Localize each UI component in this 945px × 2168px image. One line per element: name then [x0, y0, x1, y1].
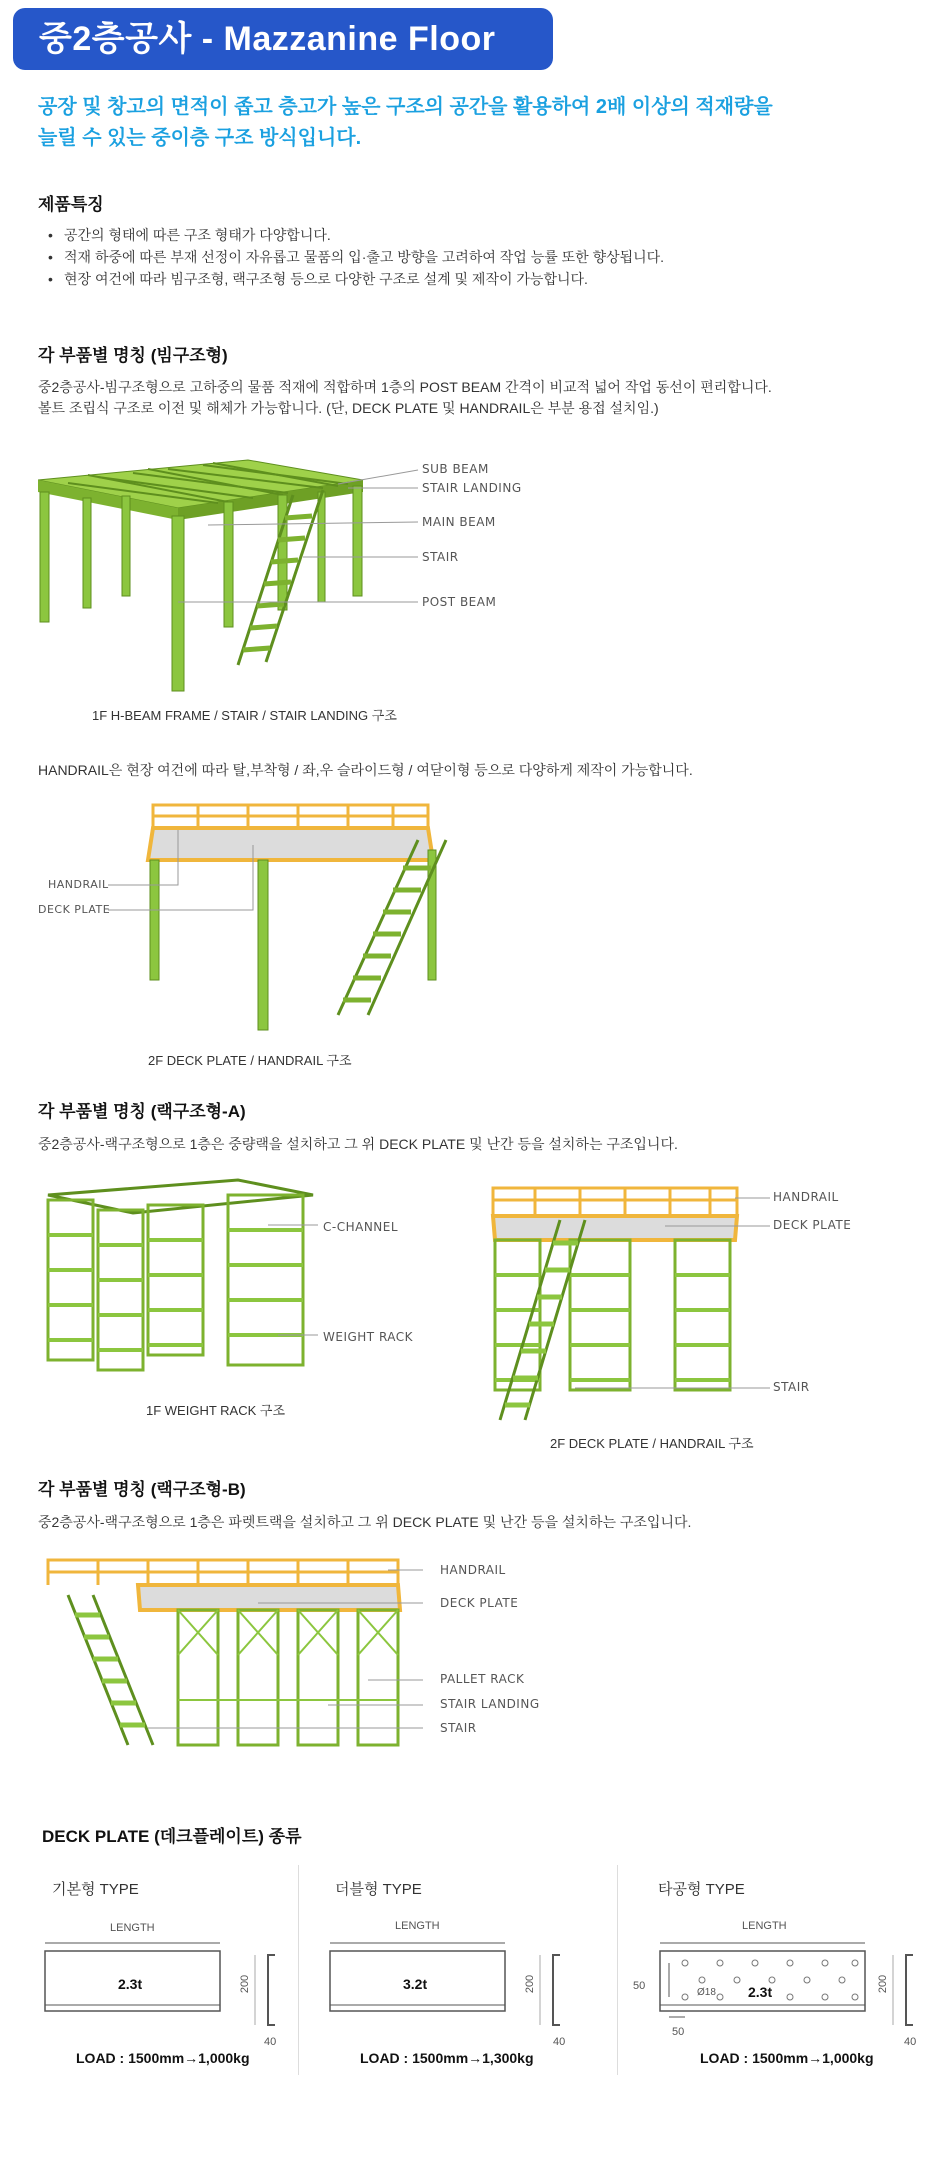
height-value: 200 [877, 1974, 890, 1994]
label-handrail-rack-a: HANDRAIL [773, 1190, 839, 1204]
label-c-channel: C-CHANNEL [323, 1220, 399, 1234]
deck-type-basic-diagram [40, 1925, 290, 2035]
flange-value: 40 [264, 2036, 277, 2048]
deck-handrail-illustration [38, 800, 458, 1040]
features-list [44, 224, 904, 290]
length-label: LENGTH [395, 1920, 440, 1932]
lead-text [38, 92, 898, 154]
length-label: LENGTH [110, 1922, 155, 1934]
load-value: LOAD : 1500mm→1,300kg [360, 2050, 534, 2066]
label-stair: STAIR [422, 550, 459, 564]
pitch-horizontal-value: 50 [672, 2026, 685, 2038]
label-main-beam: MAIN BEAM [422, 515, 496, 529]
rack-b-desc: 중2층공사-랙구조형으로 1층은 파렛트랙을 설치하고 그 위 DECK PLATE 및 난간 등을 설치하는 구조입니다. [38, 1514, 692, 1530]
beam-desc-line-2: 볼트 조립식 구조로 이전 및 해체가 가능합니다. (단, DECK PLATE 및 HANDRAIL은 부분 용접 설치임.) [38, 400, 659, 416]
rack-a-caption-left: 1F WEIGHT RACK 구조 [146, 1403, 285, 1418]
load-value: LOAD : 1500mm→1,000kg [700, 2050, 874, 2066]
deck-type-double-label: 더블형 TYPE [335, 1881, 422, 1898]
deck-plate-heading: DECK PLATE (데크플레이트) 종류 [42, 1827, 302, 1846]
rack-a-desc: 중2층공사-랙구조형으로 1층은 중량랙을 설치하고 그 위 DECK PLATE 및 난간 등을 설치하는 구조입니다. [38, 1136, 678, 1152]
beam-section-heading: 각 부품별 명칭 (빔구조형) [38, 346, 228, 365]
rack-b-illustration [38, 1555, 458, 1755]
rack-a-deck-illustration [485, 1180, 785, 1430]
beam-desc-line-1: 중2층공사-빔구조형으로 고하중의 물품 적재에 적합하며 1층의 POST BEAM 간격이 비교적 넓어 작업 동선이 편리합니다. [38, 379, 772, 395]
handrail-desc: HANDRAIL은 현장 여건에 따라 탈,부착형 / 좌,우 슬라이드형 / 여닫이형 등으로 다양하게 제작이 가능합니다. [38, 762, 693, 778]
feature-item: • 공간의 형태에 따른 구조 형태가 다양합니다. [44, 224, 904, 246]
label-deck-plate-rack-a: DECK PLATE [773, 1218, 852, 1232]
pitch-vertical-value: 50 [633, 1980, 646, 1992]
divider [617, 1865, 618, 2075]
beam-caption-2: 2F DECK PLATE / HANDRAIL 구조 [148, 1053, 352, 1068]
height-value: 200 [524, 1974, 537, 1994]
thickness-value: 2.3t [748, 1984, 773, 2000]
feature-item: • 현장 여건에 따라 빔구조형, 랙구조형 등으로 다양한 구조로 설계 및 제작이 가능합니다. [44, 268, 904, 290]
length-label: LENGTH [742, 1920, 787, 1932]
rack-a-caption-right: 2F DECK PLATE / HANDRAIL 구조 [550, 1436, 754, 1451]
label-pallet-rack: PALLET RACK [440, 1672, 525, 1686]
thickness-value: 2.3t [118, 1976, 143, 1992]
rack-b-heading: 각 부품별 명칭 (랙구조형-B) [38, 1480, 246, 1499]
load-value: LOAD : 1500mm→1,000kg [76, 2050, 250, 2066]
label-deck-plate-rack-b: DECK PLATE [440, 1596, 519, 1610]
label-handrail-rack-b: HANDRAIL [440, 1563, 506, 1577]
thickness-value: 3.2t [403, 1976, 428, 1992]
rack-a-heading: 각 부품별 명칭 (랙구조형-A) [38, 1102, 246, 1121]
page-title: 중2층공사 - Mazzanine Floor [13, 8, 553, 70]
flange-value: 40 [553, 2036, 566, 2048]
label-stair-landing: STAIR LANDING [422, 481, 522, 495]
label-weight-rack: WEIGHT RACK [323, 1330, 414, 1344]
features-heading: 제품특징 [38, 195, 104, 214]
divider [298, 1865, 299, 2075]
lead-line-1: 공장 및 창고의 면적이 좁고 층고가 높은 구조의 공간을 활용하여 2배 이상의 적재량을 [38, 96, 773, 118]
lead-line-2: 늘릴 수 있는 중이층 구조 방식입니다. [38, 127, 362, 149]
weight-rack-illustration [38, 1175, 418, 1385]
hole-diameter-value: Ø18 [697, 1987, 716, 1998]
label-deck-plate-2f: DECK PLATE [38, 903, 111, 916]
beam-section-desc [38, 377, 918, 419]
label-stair-rack-a: STAIR [773, 1380, 810, 1394]
label-sub-beam: SUB BEAM [422, 462, 489, 476]
height-value: 200 [239, 1974, 252, 1994]
deck-type-double-diagram [325, 1925, 575, 2035]
beam-caption-1: 1F H-BEAM FRAME / STAIR / STAIR LANDING 구조 [92, 708, 397, 723]
label-post-beam: POST BEAM [422, 595, 497, 609]
label-stair-landing-rack-b: STAIR LANDING [440, 1697, 540, 1711]
deck-type-perforated-label: 타공형 TYPE [658, 1881, 745, 1898]
deck-type-basic-label: 기본형 TYPE [52, 1881, 139, 1898]
label-stair-rack-b: STAIR [440, 1721, 477, 1735]
label-handrail-2f: HANDRAIL [48, 878, 109, 891]
flange-value: 40 [904, 2036, 917, 2048]
feature-item: • 적재 하중에 따른 부재 선정이 자유롭고 물품의 입·출고 방향을 고려하여 작업 능률 또한 향상됩니다. [44, 246, 904, 268]
